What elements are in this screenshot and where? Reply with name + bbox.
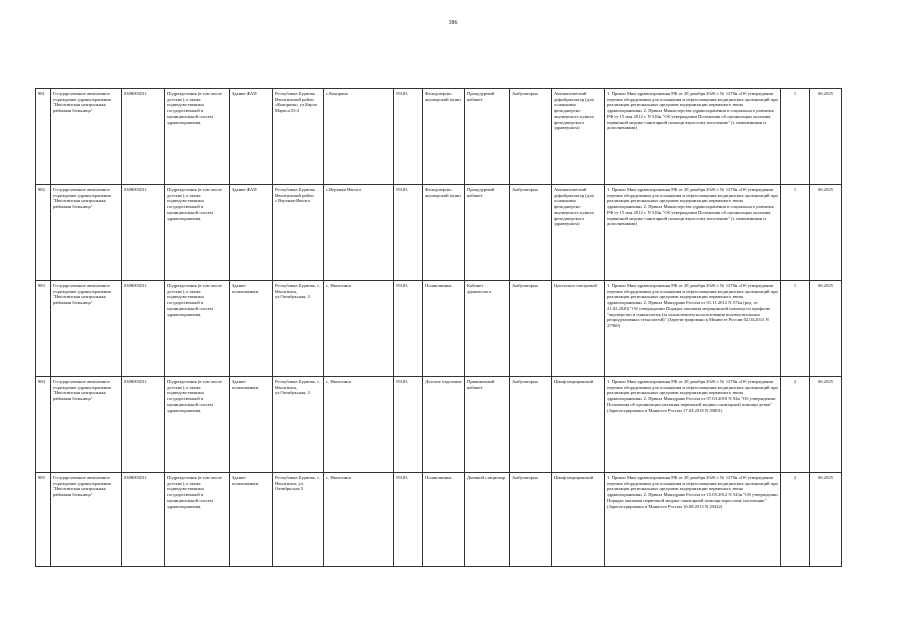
cell-row-number: 883 (36, 281, 51, 377)
cell-building-type: Здание поликлиники (230, 281, 273, 377)
cell-equipment-name: Шкаф медицинский (552, 377, 605, 473)
cell-delivery-date: 06.2025 (810, 377, 842, 473)
cell-quantity: 1 (781, 89, 810, 185)
table-row (36, 281, 842, 377)
cell-organization-name: Государственное автономное учреждение здравоохранения "Иволгинская центральная районная больница" (51, 89, 122, 185)
cell-code: 59185 (394, 89, 423, 185)
cell-locality: с. Иволгинск (324, 377, 394, 473)
cell-code: 59185 (394, 185, 423, 281)
cell-delivery-date: 06.2025 (810, 185, 842, 281)
cell-room-name: Процедурный кабинет (465, 185, 510, 281)
cell-building-type: Здание ФАП (230, 185, 273, 281)
cell-row-number: 882 (36, 185, 51, 281)
cell-delivery-date: 06.2025 (810, 473, 842, 567)
cell-subdivision-type: Подразделения (в том числе детские), а также подведомственных государственной и муниципальной систем здравоохранения. (165, 185, 230, 281)
cell-room-name: Прививочный кабинет (465, 377, 510, 473)
cell-subdivision-type: Подразделения (в том числе детские), а также подведомственных государственной и муниципальной систем здравоохранения. (165, 281, 230, 377)
cell-quantity: 1 (781, 281, 810, 377)
table-row (36, 89, 842, 185)
cell-quantity: 2 (781, 473, 810, 567)
registry-body (36, 89, 842, 567)
cell-address: Республика Бурятия, Иволгинский район «Кокорино» ул.Карла Маркса,53-2 (273, 89, 324, 185)
cell-code: 59185 (394, 281, 423, 377)
cell-legal-basis: 1. Приказ Мин здравоохранения РФ от 28 декабря 2020 г. № 1379н «Об утверждении перечня оборудования для оснащения и переоснащения медицинских организаций при реализации региональных программ модернизации первичного звена здравоохранения» 2. Приказ Минздрава России от 15.05.2012 N 543н "Об утверждении Порядка оказания первичной медико-санитарной помощи взрослому населению" (Зарегистрировано в Минюсте России 16.08.2013 N 29422) (605, 473, 781, 567)
cell-equipment-name: Автоматический дефибриллятор (для оснащения фельдшерско-акушерского пункта, фельдшерского здравпункта) (552, 89, 605, 185)
cell-legal-basis: 1. Приказ Мин здравоохранения РФ от 28 декабря 2020 г. № 1379н «Об утверждении перечня оборудования для оснащения и переоснащения медицинских организаций при реализации региональных программ модернизации первичного звена здравоохранения» 2. Приказ Министерства здравоохранения и социального развития РФ от 15 мая 2012 г. N 543н "Об утверждении Положения об организации оказания первичной медико-санитарной помощи взрослому населению" (с изменениями и дополнениями) (605, 89, 781, 185)
cell-legal-basis: 1. Приказ Мин здравоохранения РФ от 28 декабря 2020 г. № 1379н «Об утверждении перечня оборудования для оснащения и переоснащения медицинских организаций при реализации региональных программ модернизации первичного звена здравоохранения» 2. Приказ Минздрава России от 07.03.2018 N 92н "Об утверждении Положения об организации оказания первичной медико-санитарной помощи детям" (Зарегистрировано в Минюсте России 17.04.2018 N 50801) (605, 377, 781, 473)
cell-address: Республика Бурятия, с. Иволгинск, ул.Октябрьская, 3 (273, 281, 324, 377)
cell-room-name: Кабинет дерматолога (465, 281, 510, 377)
cell-row-number: 881 (36, 89, 51, 185)
cell-unit-name: Детское отделение (423, 377, 465, 473)
cell-organization-name: Государственное автономное учреждение здравоохранения "Иволгинская центральная районная больница" (51, 281, 122, 377)
cell-organization-inn: 0308003011 (122, 473, 165, 567)
cell-address: Республика Бурятия, с. Иволгинск, ул. Октябрьская 3 (273, 473, 324, 567)
cell-organization-inn: 0308003011 (122, 185, 165, 281)
cell-organization-inn: 0308003011 (122, 89, 165, 185)
cell-unit-name: Фельдшерско акушерский пункт (423, 185, 465, 281)
cell-organization-inn: 0308003011 (122, 281, 165, 377)
cell-locality: с. Иволгинск (324, 281, 394, 377)
cell-row-number: 885 (36, 473, 51, 567)
cell-locality: с.Верхняя-Иволга (324, 185, 394, 281)
cell-care-type: Амбулаторно (510, 473, 552, 567)
cell-care-type: Амбулаторно (510, 89, 552, 185)
cell-building-type: Здание ФАП (230, 89, 273, 185)
cell-care-type: Амбулаторно (510, 185, 552, 281)
page-number: 386 (448, 20, 458, 26)
cell-organization-name: Государственное автономное учреждение здравоохранения "Иволгинская центральная районная больница" (51, 377, 122, 473)
cell-subdivision-type: Подразделения (в том числе детские), а также подведомственных государственной и муниципальной систем здравоохранения. (165, 377, 230, 473)
cell-equipment-name: Цистоскоп смотровой (552, 281, 605, 377)
equipment-registry-table (35, 88, 842, 567)
cell-locality: с.Кокорино (324, 89, 394, 185)
cell-subdivision-type: Подразделения (в том числе детские), а также подведомственных государственной и муниципальной систем здравоохранения. (165, 473, 230, 567)
cell-equipment-name: Автоматический дефибриллятор (для оснащения фельдшерско-акушерского пункта, фельдшерского здравпункта) (552, 185, 605, 281)
cell-building-type: Здание поликлиники (230, 377, 273, 473)
cell-address: Республика Бурятия, с. Иволгинск, ул.Октябрьская, 3 (273, 377, 324, 473)
cell-delivery-date: 06.2025 (810, 281, 842, 377)
cell-room-name: Процедурный кабинет (465, 89, 510, 185)
cell-unit-name: Поликлиника (423, 281, 465, 377)
cell-locality: с. Иволгинск (324, 473, 394, 567)
cell-organization-inn: 0308003011 (122, 377, 165, 473)
cell-code: 59185 (394, 473, 423, 567)
cell-unit-name: Фельдшерско акушерский пункт (423, 89, 465, 185)
cell-unit-name: Поликлиника (423, 473, 465, 567)
cell-building-type: Здание поликлиники (230, 473, 273, 567)
cell-equipment-name: Шкаф медицинский (552, 473, 605, 567)
table-row (36, 185, 842, 281)
cell-care-type: Амбулаторно (510, 281, 552, 377)
cell-quantity: 2 (781, 377, 810, 473)
cell-row-number: 884 (36, 377, 51, 473)
table-row (36, 473, 842, 567)
cell-room-name: Дневной стационар (465, 473, 510, 567)
cell-organization-name: Государственное автономное учреждение здравоохранения "Иволгинская центральная районная больница" (51, 473, 122, 567)
cell-subdivision-type: Подразделения (в том числе детские), а также подведомственных государственной и муниципальной систем здравоохранения. (165, 89, 230, 185)
cell-code: 59185 (394, 377, 423, 473)
cell-legal-basis: 1. Приказ Мин здравоохранения РФ от 28 декабря 2020 г. № 1379н «Об утверждении перечня оборудования для оснащения и переоснащения медицинских организаций при реализации региональных программ модернизации первичного звена здравоохранения» 2. Приказ Министерства здравоохранения и социального развития РФ от 15 мая 2012 г. N 543н "Об утверждении Положения об организации оказания первичной медико-санитарной помощи взрослому населению" (с изменениями и дополнениями) (605, 185, 781, 281)
cell-legal-basis: 1. Приказ Мин здравоохранения РФ от 28 декабря 2020 г. № 1379н «Об утверждении перечня оборудования для оснащения и переоснащения медицинских организаций при реализации региональных программ модернизации первичного звена здравоохранения» 2. Приказ Минздрава России от 01.11.2012 N 572н (ред. от 21.02.2020) "Об утверждении Порядка оказания медицинской помощи по профилю "акушерство и гинекология (за исключением использования вспомогательных репродуктивных технологий)" (Зарегистрировано в Минюсте России 02.04.2013 N 27960) (605, 281, 781, 377)
cell-address: Республика Бурятия, Иволгинский район с.Верхняя-Иволга (273, 185, 324, 281)
cell-care-type: Амбулаторно (510, 377, 552, 473)
cell-delivery-date: 06.2025 (810, 89, 842, 185)
cell-organization-name: Государственное автономное учреждение здравоохранения "Иволгинская центральная районная больница" (51, 185, 122, 281)
cell-quantity: 1 (781, 185, 810, 281)
table-row (36, 377, 842, 473)
